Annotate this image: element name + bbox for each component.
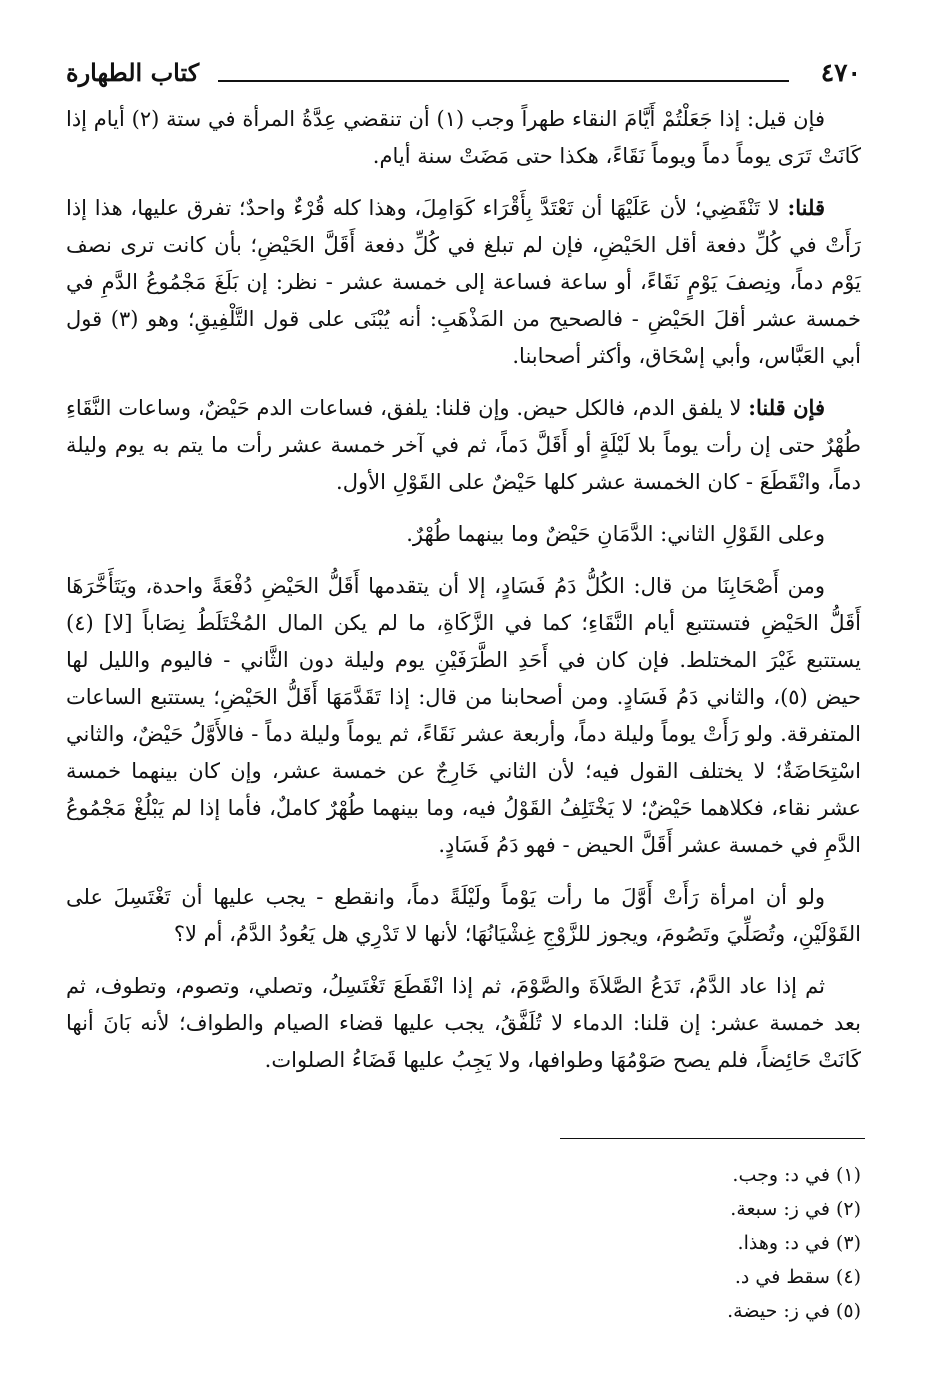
paragraph bbox=[66, 515, 861, 553]
paragraph bbox=[66, 189, 861, 375]
paragraph-lead: فإن قلنا: bbox=[748, 395, 825, 420]
footnote: (٤) سقط في د. bbox=[734, 1266, 861, 1288]
paragraph-text: ثم إذا عاد الدَّمُ، تَدَعُ الصَّلاَةَ والصَّوْمَ، ثم إذا انْقَطَعَ تَغْتَسِلُ، وتصلي، وتصوم، وتطوف، ثم بعد خمسة عشر: إن قلنا: الدماء لا تُلَفَّقُ، يجب عليها قضاء الصيام والطواف؛ لأنه بَانَ أنها كَانَتْ حَائِضاً، فلم يصح صَوْمُهَا وطوافها، ولا يَجِبُ عليها قَضَاءُ الصلوات. bbox=[66, 974, 861, 1072]
paragraph-text: ولو أن امرأة رَأَتْ أَوَّلَ ما رأت يَوْماً ولَيْلَةً دماً، وانقطع - يجب عليها أن تَغْتَسِلَ على القَوْلَيْنِ، وتُصَلِّيَ وتَصُومَ، ويجوز للزَّوْجِ غِشْيَانُهَا؛ لأنها لا تَدْرِي هل يَعُودُ الدَّمُ، أم لا؟ bbox=[66, 885, 861, 946]
footnote: (١) في د: وجب. bbox=[732, 1164, 861, 1186]
footnote: (٣) في د: وهذا. bbox=[737, 1232, 861, 1254]
page-header bbox=[66, 58, 861, 92]
footnote: (٥) في ز: حيضة. bbox=[727, 1300, 861, 1322]
paragraph-text: لا تَنْقَضِي؛ لأن عَلَيْهَا أن تَعْتَدَّ بِأَقْرَاء كَوَامِلَ، وهذا كله قُرْءٌ واحدٌ؛ تفرق عليها، هذا إذا رَأَتْ في كُلِّ دفعة أقل الحَيْضِ، فإن لم تبلغ في كُلِّ دفعة أَقَلَّ الحَيْضِ؛ بأن كانت ترى نصف يَوْم دماً، ونِصفَ يَوْمٍ نَقَاءً، أو ساعة فساعة إلى خمسة عشر - نظر: إن بَلَغَ مَجْمُوعُ الدَّمِ في خمسة عشر أقلَ الحَيْضِ - فالصحيح من المَذْهَبِ: أنه يُبْنَى على قول التَّلْفِيقِ؛ وهو (٣) قول أبي العَبَّاس، وأبي إسْحَاق، وأكثر أصحابنا. bbox=[66, 196, 862, 368]
header-rule bbox=[218, 80, 789, 82]
paragraph-text: وعلى القَوْلِ الثاني: الدَّمَانِ حَيْضٌ وما بينهما طُهْرٌ. bbox=[406, 522, 825, 546]
paragraph bbox=[66, 567, 861, 864]
paragraph-text: ومن أَصْحَابِنَا من قال: الكُلُّ دَمُ فَسَادٍ، إلا أن يتقدمها أَقَلُّ الحَيْضِ دُفْعَةً واحدة، ويَتَأَخَّرَهَا أَقَلُّ الحَيْضِ فتستتبع أيام النَّقَاءِ؛ كما في الزَّكَاةِ، ما لم يكن المال المُخْتَلَطُ نِصَاباً [لا] (٤) يستتبع غَيْرَ المختلط. فإن كان في أَحَدِ الطَّرَفَيْنِ يوم وليلة دون الثَّاني - فاليوم والليل لها حيض (٥)، والثاني دَمُ فَسَادٍ. ومن أصحابنا من قال: إذا تَقَدَّمَهَا أَقَلُّ الحَيْضِ؛ يستتبع الساعات المتفرقة. ولو رَأَتْ يوماً وليلة دماً، وأربعة عشر نَقَاءً، ثم يوماً وليلة دماً - فالأَوَّلُ حَيْضٌ، والثاني اسْتِحَاضَةٌ؛ لا يختلف القول فيه؛ لأن الثاني خَارِجٌ عن خمسة عشر، وإن كان بينهما خمسة عشر نقاء، فكلاهما حَيْضٌ؛ لا يَخْتَلِفُ القَوْلُ فيه، وما بينهما طُهْرٌ كاملٌ، فأما إذا لم يَبْلُغْ مَجْمُوعُ الدَّمِ في خمسة عشر أَقَلَّ الحيض - فهو دَمُ فَسَادٍ. bbox=[66, 574, 862, 857]
paragraph-text: فإن قيل: إذا جَعَلْتُمْ أَيَّامَ النقاء طهراً وجب (١) أن تنقضي عِدَّةُ المرأة في ستة (٢) أيام إذا كَانَتْ تَرَى يوماً دماً ويوماً نَقَاءً، هكذا حتى مَضَتْ سنة أيام. bbox=[66, 107, 861, 168]
paragraph-text: لا يلفق الدم، فالكل حيض. وإن قلنا: يلفق، فساعات الدم حَيْضٌ، وساعات النَّقَاءِ طُهْرٌ حتى إن رأت يوماً بلا لَيْلَةٍ أو أَقَلَّ دَماً، ثم في آخر خمسة عشر رأت ما يتم به يوم وليلة دماً، وانْقَطَعَ - كان الخمسة عشر كلها حَيْضٌ على القَوْلِ الأول. bbox=[66, 396, 861, 494]
footnote: (٢) في ز: سبعة. bbox=[730, 1198, 861, 1220]
paragraph bbox=[66, 878, 861, 953]
paragraph bbox=[66, 389, 861, 501]
footnote-rule bbox=[560, 1138, 865, 1139]
footnotes bbox=[361, 1158, 861, 1328]
running-title: كتاب الطهارة bbox=[66, 58, 200, 87]
paragraph bbox=[66, 100, 861, 175]
page-number: ٤٧٠ bbox=[820, 58, 861, 87]
main-text bbox=[66, 100, 861, 1093]
paragraph bbox=[66, 967, 861, 1079]
paragraph-lead: قلنا: bbox=[787, 195, 825, 220]
